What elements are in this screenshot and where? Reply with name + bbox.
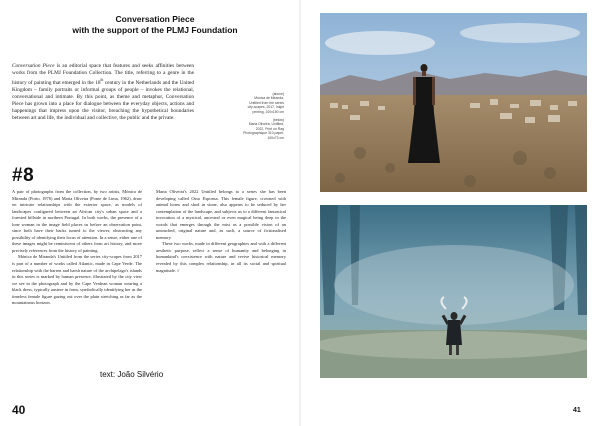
caption-below-label: (below)	[272, 118, 284, 123]
caption-above-line: Untitled from the series	[249, 100, 284, 105]
intro-sup: th	[100, 78, 104, 83]
page-number-left: 40	[12, 403, 26, 417]
photo-osso-esponsa	[320, 205, 587, 378]
caption-below-line: Maria Oliveira, Untitled,	[248, 122, 284, 127]
section-header	[40, 14, 270, 36]
intro-text-b: century in the Netherlands and the United Kingdom – family portraits or informal groups of people – invokes the relational, conversational and intimate. By this point, as theme and metaphor, Conversation Piece has grown into a place for dialogue between the everyday objects, actions and happenings that impress upon the visitor, breaching the hypothetical boundaries between art and life, the individual and collective, the public and the private.	[12, 79, 194, 122]
caption-below-line: 100x73 cm	[267, 135, 284, 140]
body-paragraph: Mónica de Miranda's Untitled from the series city-scapes from 2017 is part of a number of works called Atlantic, made in Cape Verde. The relationship with the barren and harsh nature of the archipelago's islands in this series is marked by human presence, illustrated by the city view we see in the photograph and by the Cape Verdean woman wearing a black dress, typically austere in form, symbolically identifying her as the timeless female figure gazing out over the plain stretching as far as the mountainous horizon.	[12, 254, 142, 306]
photo-city-scapes	[320, 13, 587, 192]
photo-captions	[200, 92, 284, 144]
intro-italic-title: Conversation Piece	[12, 63, 55, 69]
body-paragraph: These two works, made in different geographies and with a different aesthetic purpose, reflect a sense of humanity and belonging in humankind's coexistence with nature and revive historical memory revealed by this complex relationship, in all its social and spiritual magnitude. //	[156, 241, 286, 273]
caption-above-line: Mónica de Miranda,	[254, 96, 284, 101]
page-gutter	[299, 0, 301, 426]
caption-below-line: 2022, Print on Rag	[255, 126, 284, 131]
intro-text-a: is an editorial space that features and seeks affinities between works from the PLMJ Foundation Collection. The title, referring to a genre in the history of painting that emerged in the 18	[12, 63, 194, 86]
intro-paragraph	[12, 63, 194, 122]
caption-below	[200, 118, 284, 140]
body-paragraph: Maria Oliveira's 2022 Untitled belongs to a series she has been developing called Osso Esponsa. This female figure, crowned with animal horns and shod in stone, also appears to be seduced by her contemplation of the landscape, and subjects us to a different fantastical invocation of a mystical, ancestral or even magical being deep in the woods that emerges through the mist as a possible vision of an untouched, original nature and, as such, a source of fictionalised memory.	[156, 189, 286, 240]
body-column-2	[156, 189, 286, 274]
caption-above	[200, 92, 284, 114]
caption-below-line: Photographique 310 paper,	[243, 131, 284, 136]
page-number-right: 41	[573, 407, 581, 414]
author-credit: text: João Silvério	[100, 370, 164, 379]
body-column-1	[12, 189, 142, 307]
body-paragraph: A pair of photographs from the collection, by two artists, Mónica de Miranda (Porto, 1976) and Maria Oliveira (Ponte de Lima, 1962), draw on intricate relationships with the exterior space, as models of landscapes configured between an African city's urban space and a forested hillside in northern Portugal. In both works, the presence of a lone woman in the image field places us before an observation point, since both have their backs turned to the viewer, obstructing any possibility of identifying their locus of attention. In a sense, either one of these images might be reminiscent of others from art history, and more precisely references from the history of painting.	[12, 189, 142, 253]
header-subtitle: with the support of the PLMJ Foundation	[72, 25, 238, 35]
caption-above-label: (above)	[272, 92, 284, 96]
header-title: Conversation Piece	[115, 14, 195, 24]
caption-above-line: city-scapes, 2017, Inkjet	[247, 105, 284, 110]
issue-number: #8	[12, 165, 35, 186]
caption-above-line: printing, 100x150 cm	[252, 109, 284, 114]
